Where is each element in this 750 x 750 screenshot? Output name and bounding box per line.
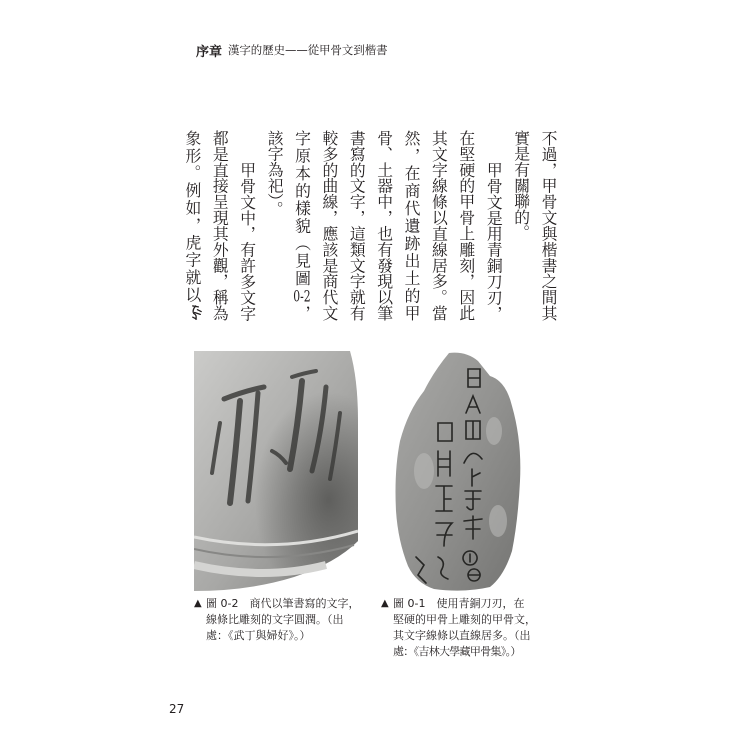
text-column — [288, 130, 315, 321]
text-column-segment: ， — [292, 305, 312, 321]
caption-line: 圖 0-2 商代以筆書寫的文字， — [206, 597, 360, 610]
text-column: 甲骨文中，有許多文字 — [237, 161, 257, 321]
text-column: 然，在商代遺跡出土的甲 — [402, 130, 422, 321]
body-text — [178, 130, 562, 322]
figure-0-1-image — [394, 351, 522, 591]
chapter-label: 序章 — [196, 44, 223, 60]
text-column: 在堅硬的甲骨上雕刻，因此 — [456, 130, 476, 321]
caption-text — [393, 596, 538, 660]
text-column: 都是直接呈現其外觀，稱為 — [210, 130, 230, 321]
text-column: 不過，甲骨文與楷書之間其 — [539, 130, 558, 321]
running-header — [196, 41, 388, 59]
figure-0-1-caption — [381, 596, 538, 660]
text-column: 較多的曲線，應該是商代文 — [319, 130, 339, 321]
figure-0-2-caption — [194, 596, 358, 644]
caption-line: 其文字線條以直線居多。（出 — [393, 629, 531, 642]
text-column — [179, 130, 206, 321]
text-column: 甲骨文是用青銅刀刃， — [484, 161, 504, 321]
text-column: 書寫的文字，這類文字就有 — [347, 130, 367, 321]
caption-line: 處：《武丁與婦好》。） — [206, 629, 311, 642]
text-column: 實是有關聯的。 — [511, 130, 531, 241]
page-number: 27 — [169, 702, 185, 716]
text-column: 其文字線條以直線居多。當 — [429, 130, 449, 321]
caption-marker: ▲ — [381, 598, 389, 609]
tiger-oracle-glyph-icon — [189, 304, 204, 321]
caption-line: 圖 0-1 使用青銅刀刃，在 — [393, 597, 525, 610]
text-column-segment: 象形。例如，虎字就以 — [182, 130, 202, 304]
chapter-title: 漢字的歷史——從甲骨文到楷書 — [228, 43, 388, 57]
caption-line: 堅硬的甲骨上雕刻的甲骨文， — [393, 613, 536, 626]
caption-marker: ▲ — [194, 598, 202, 609]
text-column: 該字為祀）。 — [265, 130, 285, 217]
text-column-segment: 字原本的樣貌（見圖 — [292, 130, 312, 288]
figure-0-2-image — [194, 351, 358, 591]
figure-reference-number: 0-2 — [293, 287, 311, 304]
caption-line: 線條比雕刻的文字圓潤。（出 — [206, 613, 344, 626]
caption-line: 處：《吉林大學藏甲骨集》。） — [393, 645, 521, 658]
text-column: 骨、土器中，也有發現以筆 — [374, 130, 394, 321]
caption-text — [206, 596, 358, 644]
